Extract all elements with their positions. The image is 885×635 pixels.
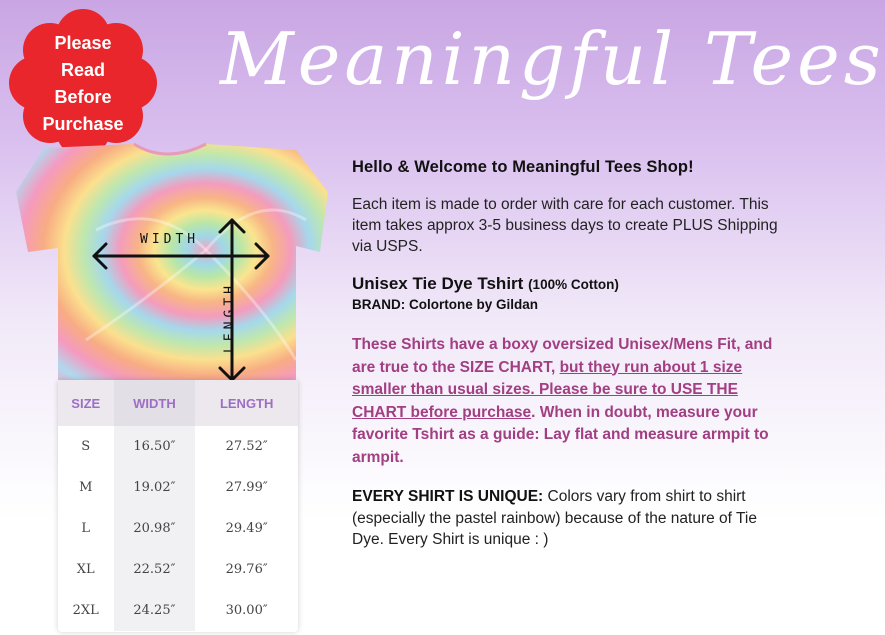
fit-warning-part: These Shirts have a boxy oversized Unisex/Mens Fit, and are true to the SIZE CHART, — [352, 336, 773, 376]
width-cell: 22.52″ — [114, 549, 196, 590]
unique-note-text: Colors vary from shirt to shirt (especially the pastel rainbow) because of the nature of Tie Dye. Every Shirt is unique : ) — [352, 488, 757, 548]
fit-warning — [352, 334, 782, 469]
table-row — [58, 549, 298, 590]
size-cell: S — [81, 439, 91, 454]
table-row — [58, 467, 298, 508]
size-chart-header-row — [58, 380, 298, 426]
please-read-badge — [8, 8, 158, 158]
welcome-heading: Hello & Welcome to Meaningful Tees Shop! — [352, 158, 694, 176]
badge-line: Purchase — [42, 114, 124, 134]
badge-line: Read — [60, 60, 105, 80]
width-cell: 20.98″ — [114, 508, 196, 549]
fit-warning-underlined: but they run about 1 size smaller than usual sizes. Please be sure to USE THE CHART before purchase — [352, 358, 743, 421]
fit-warning-part: . When in doubt, measure your favorite Tshirt as a guide: Lay flat and measure armpit to armpit. — [352, 403, 769, 466]
table-row — [58, 590, 298, 631]
size-cell: XL — [76, 562, 95, 577]
size-chart — [58, 380, 298, 632]
length-cell: 27.99″ — [225, 480, 268, 495]
table-row — [58, 508, 298, 549]
size-cell: 2XL — [72, 603, 99, 618]
tie-dye-shirt-image — [6, 140, 328, 390]
length-column-header: LENGTH — [195, 380, 298, 426]
intro-text: Each item is made to order with care for each customer. This item takes approx 3-5 business days to create PLUS Shipping via USPS. — [352, 196, 778, 255]
brand-line: BRAND: Colortone by Gildan — [352, 297, 538, 312]
width-cell: 24.25″ — [114, 590, 196, 631]
product-title-text: Unisex Tie Dye Tshirt — [352, 274, 524, 293]
badge-text — [8, 30, 158, 138]
length-cell: 30.00″ — [225, 603, 268, 618]
length-cell: 29.76″ — [225, 562, 268, 577]
size-cell: M — [79, 480, 93, 495]
size-cell: L — [81, 521, 91, 536]
size-column-header: SIZE — [58, 380, 114, 426]
product-title — [352, 274, 782, 294]
length-cell: 27.52″ — [225, 439, 268, 454]
badge-line: Before — [54, 87, 112, 107]
unique-note-label: EVERY SHIRT IS UNIQUE: — [352, 488, 544, 505]
width-label: WIDTH — [140, 232, 200, 247]
width-cell: 19.02″ — [114, 467, 196, 508]
unique-note — [352, 486, 782, 551]
length-label: LENGTH — [222, 282, 238, 353]
length-cell: 29.49″ — [225, 521, 268, 536]
brand-title: Meaningful Tees — [220, 17, 885, 101]
table-row — [58, 426, 298, 467]
width-cell: 16.50″ — [114, 426, 196, 467]
width-column-header: WIDTH — [114, 380, 196, 426]
product-info — [352, 158, 782, 551]
badge-line: Please — [54, 33, 112, 53]
product-material-note: (100% Cotton) — [528, 277, 619, 292]
